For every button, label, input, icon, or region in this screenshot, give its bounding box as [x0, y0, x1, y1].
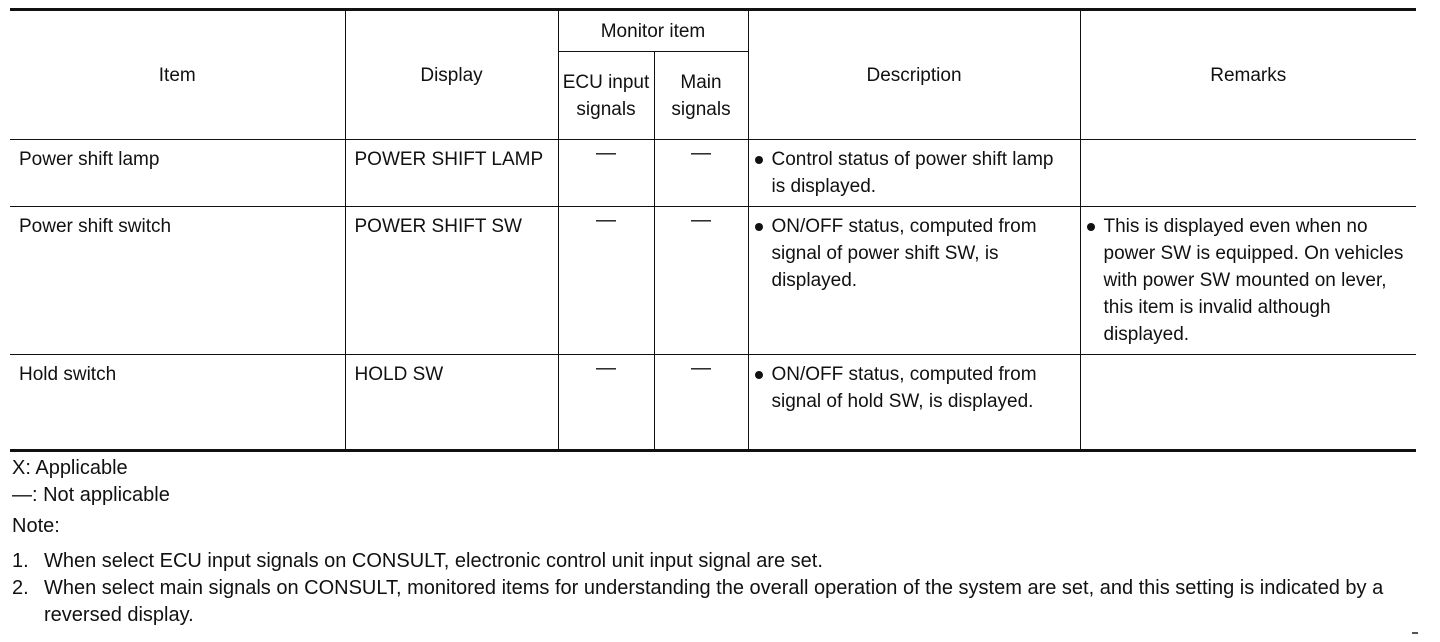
bullet-item	[1087, 213, 1407, 348]
legend-applicable: X: Applicable	[12, 457, 128, 479]
bullet-icon	[1087, 223, 1095, 231]
header-description: Description	[748, 10, 1080, 140]
note-text: When select ECU input signals on CONSULT, electronic control unit input signal are set.	[44, 550, 823, 572]
cell-item: Power shift lamp	[10, 140, 345, 207]
note-number: 1.	[12, 550, 29, 572]
cell-ecu: —	[558, 207, 654, 355]
note-number: 2.	[12, 577, 29, 599]
notes-list	[12, 548, 1412, 629]
cell-main: —	[654, 207, 748, 355]
cell-ecu: —	[558, 140, 654, 207]
remarks-text: This is displayed even when no power SW is equipped. On vehicles with power SW mounted on lever, this item is invalid although displayed.	[1103, 216, 1404, 345]
description-text: ON/OFF status, computed from signal of hold SW, is displayed.	[771, 364, 1037, 412]
header-monitor-item: Monitor item	[558, 10, 748, 52]
page-corner-mark	[1412, 632, 1418, 634]
cell-display: POWER SHIFT LAMP	[345, 140, 558, 207]
header-display: Display	[345, 10, 558, 140]
bullet-item	[755, 213, 1070, 294]
note-item	[12, 548, 1412, 575]
table-row	[10, 140, 1416, 207]
table-row	[10, 207, 1416, 355]
cell-description	[748, 140, 1080, 207]
header-item: Item	[10, 10, 345, 140]
cell-main: —	[654, 355, 748, 451]
bullet-icon	[755, 223, 763, 231]
legend	[12, 455, 170, 540]
header-ecu-input-signals: ECU input signals	[558, 52, 654, 140]
bullet-icon	[755, 156, 763, 164]
cell-item: Hold switch	[10, 355, 345, 451]
cell-remarks	[1080, 207, 1416, 355]
bullet-icon	[755, 371, 763, 379]
description-text: Control status of power shift lamp is displayed.	[771, 149, 1054, 197]
cell-remarks	[1080, 140, 1416, 207]
note-title: Note:	[12, 515, 60, 537]
table-row	[10, 355, 1416, 451]
note-item	[12, 575, 1412, 629]
cell-item: Power shift switch	[10, 207, 345, 355]
cell-ecu: —	[558, 355, 654, 451]
cell-description	[748, 355, 1080, 451]
header-remarks: Remarks	[1080, 10, 1416, 140]
cell-remarks	[1080, 355, 1416, 451]
bullet-item	[755, 146, 1070, 200]
description-text: ON/OFF status, computed from signal of power shift SW, is displayed.	[771, 216, 1037, 291]
cell-description	[748, 207, 1080, 355]
monitor-item-table	[10, 8, 1416, 452]
header-main-signals: Main signals	[654, 52, 748, 140]
cell-main: —	[654, 140, 748, 207]
cell-display: POWER SHIFT SW	[345, 207, 558, 355]
cell-display: HOLD SW	[345, 355, 558, 451]
bullet-item	[755, 361, 1070, 415]
legend-not-applicable: —: Not applicable	[12, 484, 170, 506]
note-text: When select main signals on CONSULT, monitored items for understanding the overall operation of the system are set, and this setting is indicated by a reversed display.	[44, 577, 1384, 626]
